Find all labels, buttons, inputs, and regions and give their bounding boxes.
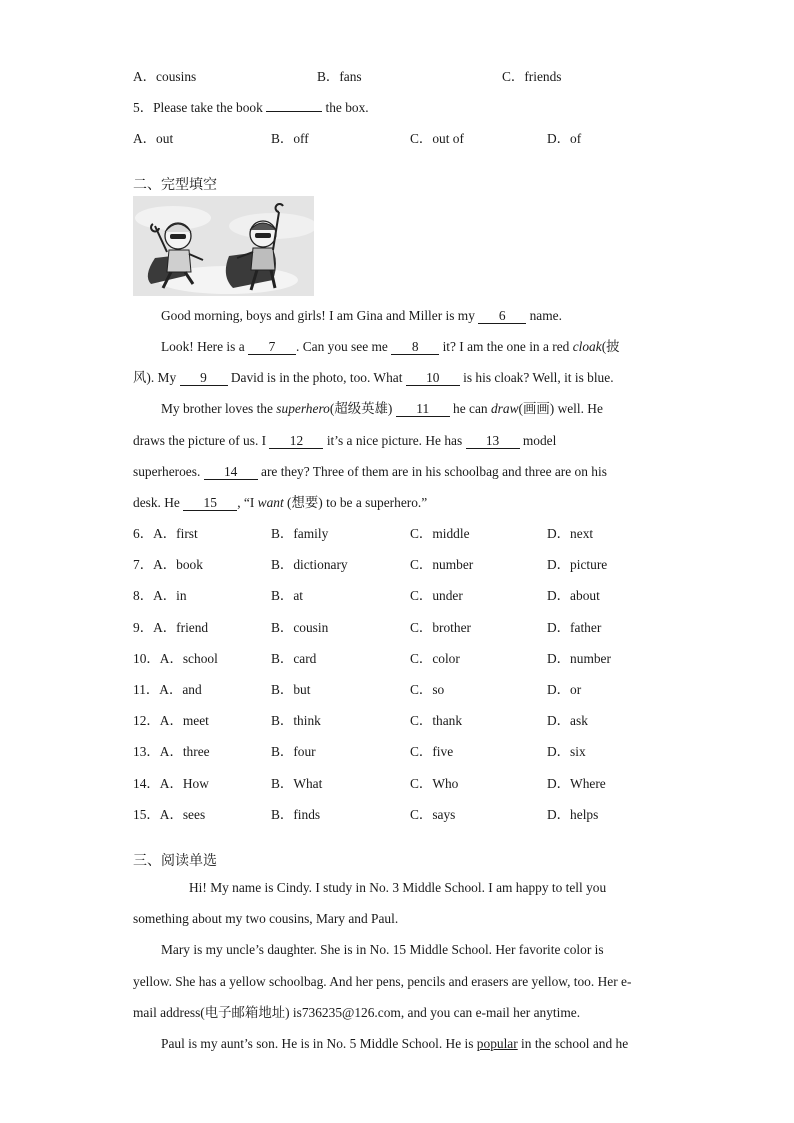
word-popular: popular bbox=[476, 1036, 518, 1051]
q7-option-a: 7．A．book bbox=[133, 557, 203, 573]
cloze-line-7: desk. He 15 , “I want (想要) to be a superhero.” bbox=[133, 495, 428, 510]
blank-11: 11 bbox=[396, 402, 450, 417]
blank-14: 14 bbox=[204, 465, 258, 480]
q8-option-d: D．about bbox=[547, 588, 600, 604]
q9-option-b: B．cousin bbox=[271, 619, 329, 635]
blank-15: 15 bbox=[183, 496, 237, 511]
q15-option-d: D．helps bbox=[547, 806, 599, 822]
section3-heading: 三、阅读单选 bbox=[133, 853, 217, 869]
blank-12: 12 bbox=[269, 434, 323, 449]
q10-option-c: C．color bbox=[410, 650, 460, 666]
blank-9: 9 bbox=[180, 371, 228, 386]
q5-option-b: B．off bbox=[271, 131, 309, 146]
reading-line-5: mail address(电子邮箱地址) is736235@126.com, and you can e-mail her anytime. bbox=[133, 1005, 581, 1020]
q10-option-d: D．number bbox=[547, 650, 611, 666]
q12-option-b: B．think bbox=[271, 713, 321, 729]
blank-8: 8 bbox=[391, 340, 439, 355]
q13-option-a: 13．A．three bbox=[133, 744, 210, 760]
cloze-line-1: Good morning, boys and girls! I am Gina and Miller is my 6 name. bbox=[161, 308, 562, 323]
q13-option-d: D．six bbox=[547, 744, 586, 760]
q6-option-a: 6．A．first bbox=[133, 526, 198, 541]
cloze-line-5: draws the picture of us. I 12 it’s a nice picture. He has 13 model bbox=[133, 433, 557, 448]
reading-line-4: yellow. She has a yellow schoolbag. And her pens, pencils and erasers are yellow, too. Her e- bbox=[133, 974, 632, 989]
q9-option-a: 9．A．friend bbox=[133, 619, 209, 635]
q11-option-a: 11．A．and bbox=[133, 682, 202, 697]
q8-option-c: C．under bbox=[410, 588, 463, 604]
reading-line-6: Paul is my aunt’s son. He is in No. 5 Middle School. He is popular in the school and he bbox=[161, 1036, 629, 1051]
q9-option-d: D．father bbox=[547, 619, 602, 635]
q15-option-a: 15．A．sees bbox=[133, 806, 206, 822]
blank-6: 6 bbox=[478, 309, 526, 324]
cloze-line-3: 风). My 9 David is in the photo, too. What 10 is his cloak? Well, it is blue. bbox=[133, 370, 614, 385]
q4-option-b: B．fans bbox=[317, 69, 362, 84]
q8-option-b: B．at bbox=[271, 588, 303, 604]
q5-stem: 5．Please take the book the box. bbox=[133, 100, 369, 115]
q13-option-c: C．five bbox=[410, 744, 454, 760]
q12-option-d: D．ask bbox=[547, 713, 588, 729]
superheroes-illustration bbox=[133, 196, 314, 296]
q14-option-d: D．Where bbox=[547, 775, 606, 791]
q15-option-c: C．says bbox=[410, 806, 456, 822]
q15-option-b: B．finds bbox=[271, 806, 321, 822]
q6-option-d: D．next bbox=[547, 526, 594, 541]
q10-option-b: B．card bbox=[271, 650, 317, 666]
q5-blank bbox=[266, 111, 322, 112]
q14-option-a: 14．A．How bbox=[133, 775, 209, 791]
reading-line-1: Hi! My name is Cindy. I study in No. 3 Middle School. I am happy to tell you bbox=[189, 880, 607, 895]
q7-option-c: C．number bbox=[410, 557, 474, 573]
section2-heading: 二、完型填空 bbox=[133, 177, 217, 193]
q6-option-b: B．family bbox=[271, 526, 329, 541]
q14-option-b: B．What bbox=[271, 775, 323, 791]
q14-option-c: C．Who bbox=[410, 775, 459, 791]
q12-option-a: 12．A．meet bbox=[133, 713, 209, 729]
q11-option-d: D．or bbox=[547, 682, 582, 697]
q13-option-b: B．four bbox=[271, 744, 316, 760]
q11-option-c: C．so bbox=[410, 682, 445, 697]
q5-option-d: D．of bbox=[547, 131, 582, 146]
reading-line-2: something about my two cousins, Mary and Paul. bbox=[133, 911, 399, 926]
q7-option-b: B．dictionary bbox=[271, 557, 348, 573]
q12-option-c: C．thank bbox=[410, 713, 463, 729]
q5-option-c: C．out of bbox=[410, 131, 464, 146]
q11-option-b: B．but bbox=[271, 682, 311, 697]
q6-option-c: C．middle bbox=[410, 526, 470, 541]
q10-option-a: 10．A．school bbox=[133, 650, 218, 666]
cloze-line-2: Look! Here is a 7 . Can you see me 8 it? I am the one in a red cloak(披 bbox=[161, 339, 620, 354]
cloze-line-6: superheroes. 14 are they? Three of them are in his schoolbag and three are on his bbox=[133, 464, 607, 479]
blank-13: 13 bbox=[466, 434, 520, 449]
q7-option-d: D．picture bbox=[547, 557, 608, 573]
blank-7: 7 bbox=[248, 340, 296, 355]
blank-10: 10 bbox=[406, 371, 460, 386]
q4-option-c: C．friends bbox=[502, 69, 562, 84]
reading-line-3: Mary is my uncle’s daughter. She is in No. 15 Middle School. Her favorite color is bbox=[161, 942, 604, 957]
cloze-line-4: My brother loves the superhero(超级英雄) 11 he can draw(画画) well. He bbox=[161, 401, 603, 416]
q8-option-a: 8．A．in bbox=[133, 588, 187, 604]
q4-option-a: A．cousins bbox=[133, 69, 197, 84]
q5-option-a: A．out bbox=[133, 131, 174, 146]
q9-option-c: C．brother bbox=[410, 619, 471, 635]
